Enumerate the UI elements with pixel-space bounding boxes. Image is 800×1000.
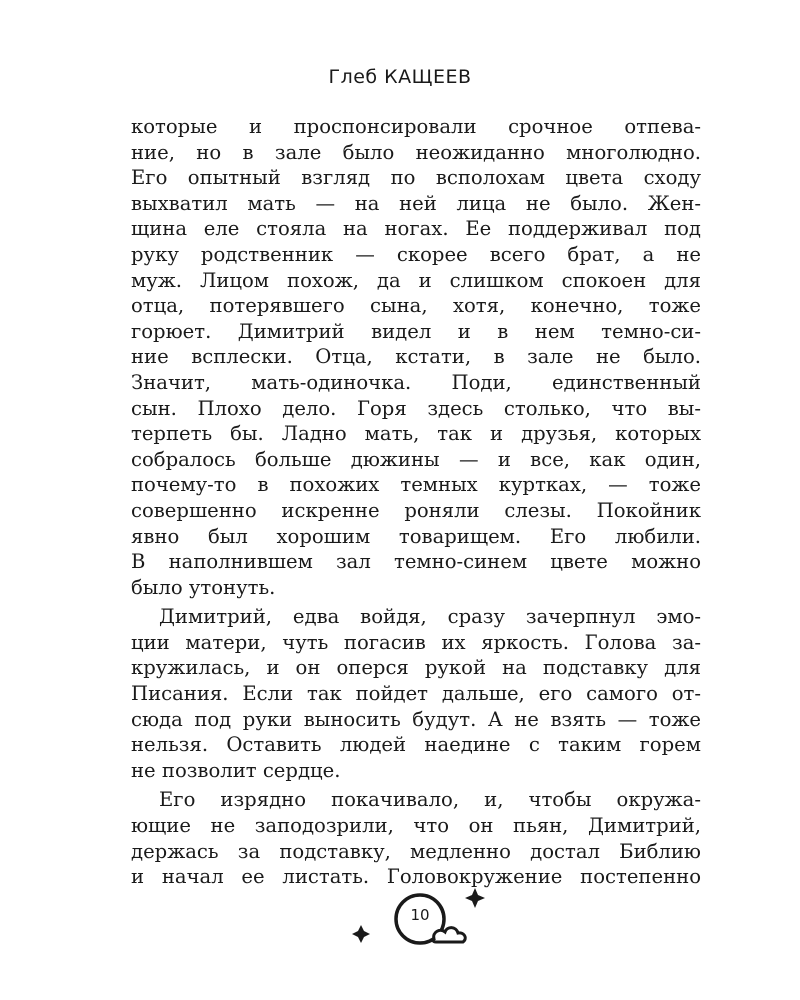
text-line: отца, потерявшего сына, хотя, конечно, тоже — [131, 294, 701, 318]
text-line: и начал ее листать. Головокружение постепенно — [131, 865, 701, 889]
text-line: выхватил мать — на ней лица не было. Жен- — [131, 191, 701, 215]
text-line: ние, но в зале было неожиданно многолюдно. — [131, 140, 701, 164]
text-line: муж. Лицом похож, да и слишком спокоен для — [131, 268, 701, 292]
star-icon — [352, 925, 370, 943]
text-line: горюет. Димитрий видел и в нем темно-си- — [131, 319, 701, 343]
star-icon — [465, 888, 485, 908]
text-line: было утонуть. — [131, 575, 276, 599]
page-number: 10 — [410, 906, 430, 924]
text-line: руку родственник — скорее всего брат, а не — [131, 242, 701, 266]
text-line: Значит, мать-одиночка. Поди, единственный — [131, 370, 701, 394]
text-line: которые и проспонсировали срочное отпева- — [131, 115, 701, 138]
text-line: Димитрий, едва войдя, сразу зачерпнул эмо- — [159, 605, 701, 629]
text-line: Писания. Если так пойдет дальше, его самого от- — [131, 682, 701, 706]
text-line: ции матери, чуть погасив их яркость. Голова за- — [131, 630, 701, 654]
text-line: совершенно искренне роняли слезы. Покойник — [131, 498, 701, 522]
text-line: сын. Плохо дело. Горя здесь столько, что вы- — [131, 396, 701, 420]
text-line: кружилась, и он оперся рукой на подставку для — [131, 656, 701, 680]
page-footer — [340, 885, 500, 955]
page-body-text — [131, 114, 701, 890]
text-line: ние всплески. Отца, кстати, в зале не было. — [131, 345, 701, 369]
text-line: не позволит сердце. — [131, 758, 341, 782]
text-line: держась за подставку, медленно достал Библию — [131, 839, 701, 863]
text-line: сюда под руки выносить будут. А не взять — тоже — [131, 707, 701, 731]
running-header-author: Глеб КАЩЕЕВ — [328, 66, 472, 88]
text-line: собралось больше дюжины — и все, как один, — [131, 447, 701, 471]
text-line: ющие не заподозрили, что он пьян, Димитрий, — [131, 814, 701, 838]
text-line: почему-то в похожих темных куртках, — тоже — [131, 473, 701, 497]
text-line: терпеть бы. Ладно мать, так и друзья, которых — [131, 422, 701, 446]
text-line: В наполнившем зал темно-синем цвете можно — [131, 550, 701, 574]
text-line: щина еле стояла на ногах. Ее поддерживал под — [131, 217, 701, 241]
text-line: Его изрядно покачивало, и, чтобы окружа- — [159, 788, 701, 812]
text-line: явно был хорошим товарищем. Его любили. — [131, 524, 701, 548]
cloud-icon — [433, 928, 465, 942]
text-line: нельзя. Оставить людей наедине с таким горем — [131, 733, 701, 757]
text-line: Его опытный взгляд по всполохам цвета сходу — [131, 166, 701, 190]
